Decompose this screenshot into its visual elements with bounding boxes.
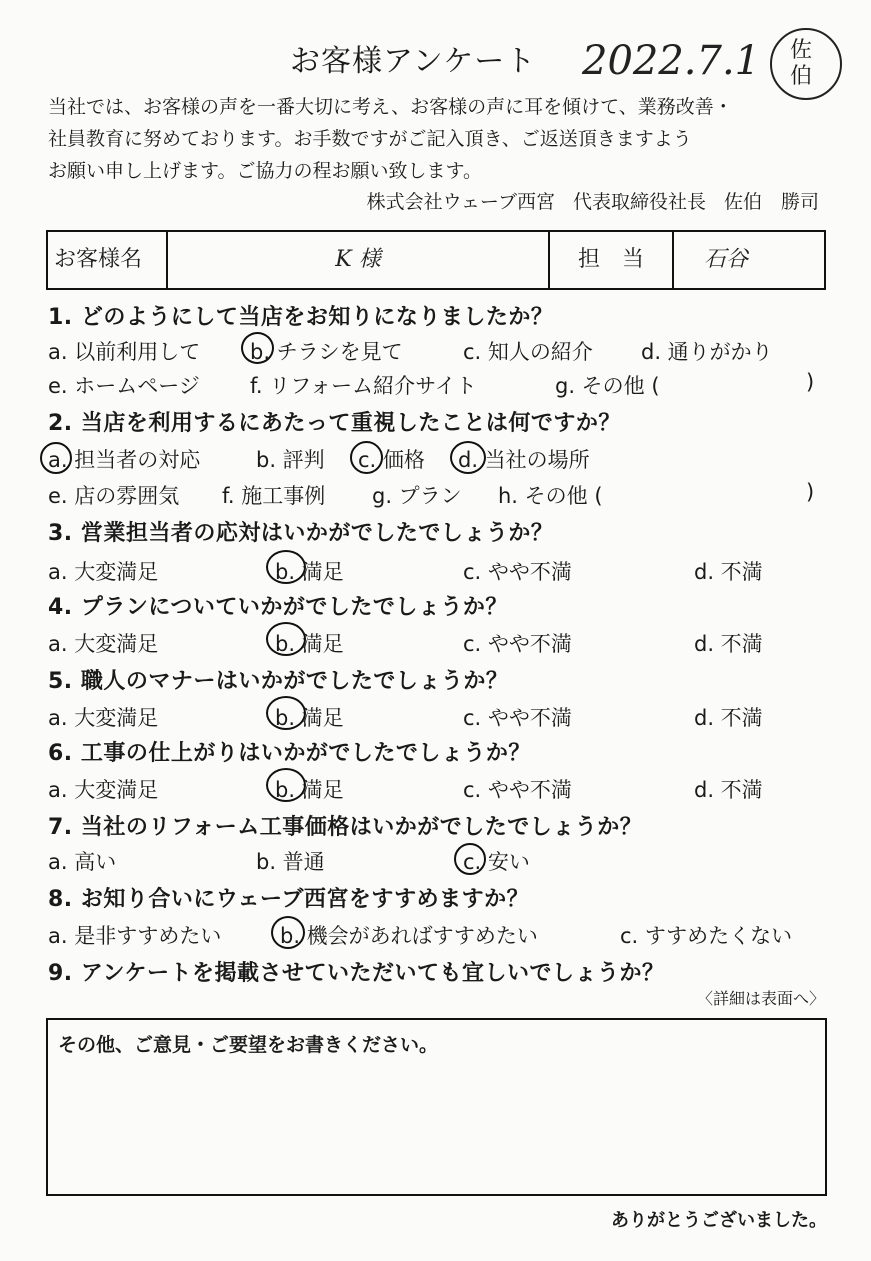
comment-label: その他、ご意見・ご要望をお書きください。	[58, 1034, 439, 1056]
company-position: 代表取締役社長	[572, 191, 706, 213]
customer-name-value[interactable]: K 様	[168, 232, 550, 288]
q1-option-e[interactable]: e. ホームページ	[48, 374, 200, 398]
thanks-text: ありがとうございました。	[611, 1210, 827, 1231]
question-3: 3. 営業担当者の応対はいかがでしたでしょうか？	[48, 521, 554, 546]
q2-option-f[interactable]: f. 施工事例	[222, 484, 326, 508]
question-4: 4. プランについていかがでしたでしょうか？	[48, 595, 508, 620]
question-2: 2. 当店を利用するにあたって重視したことは何ですか？	[48, 411, 621, 436]
selected-circle-q3b	[266, 550, 306, 584]
q5-option-b[interactable]: b. 満足	[275, 706, 344, 730]
q2-option-c[interactable]: c. 価格	[358, 448, 425, 472]
question-5: 5. 職人のマナーはいかがでしたでしょうか？	[48, 669, 509, 694]
q5-option-a[interactable]: a. 大変満足	[48, 706, 159, 730]
question-8: 8. お知り合いにウェーブ西宮をすすめますか？	[48, 887, 530, 912]
handwritten-date-text: 2022.7.1	[582, 38, 761, 84]
selected-circle-q5b	[266, 696, 306, 730]
q4-option-b[interactable]: b. 満足	[275, 632, 344, 656]
question-7: 7. 当社のリフォーム工事価格はいかがでしたでしょうか？	[48, 815, 643, 840]
selected-circle-q6b	[266, 768, 306, 802]
q1-option-a[interactable]: a. 以前利用して	[48, 340, 201, 364]
question-1: 1. どのようにして当店をお知りになりましたか？	[48, 305, 554, 330]
q8-option-b[interactable]: b. 機会があればすすめたい	[280, 924, 538, 948]
q2-option-b[interactable]: b. 評判	[256, 448, 325, 472]
question-9: 9. アンケートを掲載させていただいても宜しいでしょうか？	[48, 961, 665, 986]
q8-option-c[interactable]: c. すすめたくない	[620, 924, 793, 948]
q2-option-h[interactable]: h. その他 (	[498, 484, 603, 508]
q7-option-c[interactable]: c. 安い	[463, 850, 530, 874]
q6-option-b[interactable]: b. 満足	[275, 778, 344, 802]
selected-circle-q2a	[40, 442, 72, 474]
q8-option-a[interactable]: a. 是非すすめたい	[48, 924, 222, 948]
intro-line-3: お願い申し上げます。ご協力の程お願い致します。	[48, 160, 482, 182]
intro-line-1: 当社では、お客様の声を一番大切に考え、お客様の声に耳を傾けて、業務改善・	[48, 96, 733, 118]
page-title: お客様アンケート	[290, 44, 537, 79]
seal-char-1: 佐	[790, 38, 813, 63]
company-name: 株式会社ウェーブ西宮	[366, 191, 555, 213]
q4-option-c[interactable]: c. やや不満	[463, 632, 572, 656]
q1-option-f[interactable]: f. リフォーム紹介サイト	[250, 374, 477, 398]
company-line	[367, 187, 819, 214]
q2-other-close: )	[806, 480, 815, 504]
seal-stamp	[770, 28, 842, 100]
q3-option-b[interactable]: b. 満足	[275, 560, 344, 584]
selected-circle-q7c	[454, 843, 486, 875]
customer-name-label: お客様名	[48, 232, 168, 288]
q3-option-a[interactable]: a. 大変満足	[48, 560, 159, 584]
staff-value[interactable]: 石谷	[704, 247, 749, 272]
intro-line-2: 社員教育に努めております。お手数ですがご記入頂き、ご返送頂きますよう	[48, 128, 692, 150]
q5-option-c[interactable]: c. やや不満	[463, 706, 572, 730]
company-person: 佐伯 勝司	[723, 191, 819, 213]
q1-option-g[interactable]: g. その他 (	[555, 374, 660, 398]
customer-info-box	[46, 230, 826, 290]
q4-option-d[interactable]: d. 不満	[694, 632, 763, 656]
selected-circle-q2d	[450, 441, 486, 474]
q1-option-c[interactable]: c. 知人の紹介	[463, 340, 593, 364]
q1-option-b[interactable]: b. チラシを見て	[250, 340, 403, 364]
q2-option-e[interactable]: e. 店の雰囲気	[48, 484, 180, 508]
q6-option-a[interactable]: a. 大変満足	[48, 778, 159, 802]
selected-circle-q4b	[266, 622, 306, 656]
staff-label: 担 当	[550, 232, 674, 288]
q1-option-d[interactable]: d. 通りがかり	[641, 340, 773, 364]
q4-option-a[interactable]: a. 大変満足	[48, 632, 159, 656]
selected-circle-q2c	[350, 441, 383, 474]
q2-option-g[interactable]: g. プラン	[372, 484, 462, 508]
q6-option-c[interactable]: c. やや不満	[463, 778, 572, 802]
q7-option-a[interactable]: a. 高い	[48, 850, 117, 874]
q7-option-b[interactable]: b. 普通	[256, 850, 325, 874]
q5-option-d[interactable]: d. 不満	[694, 706, 763, 730]
q3-option-d[interactable]: d. 不満	[694, 560, 763, 584]
question-6: 6. 工事の仕上がりはいかがでしたでしょうか？	[48, 741, 531, 766]
q2-option-a[interactable]: a. 担当者の対応	[48, 448, 201, 472]
detail-note: 〈詳細は表面へ〉	[696, 989, 825, 1008]
q3-option-c[interactable]: c. やや不満	[463, 560, 572, 584]
q1-other-close: )	[806, 370, 815, 394]
seal-char-2: 伯	[790, 64, 813, 89]
selected-circle-q1b	[241, 332, 274, 364]
selected-circle-q8b	[271, 916, 305, 949]
q6-option-d[interactable]: d. 不満	[694, 778, 763, 802]
q2-option-d[interactable]: d. 当社の場所	[458, 448, 590, 472]
